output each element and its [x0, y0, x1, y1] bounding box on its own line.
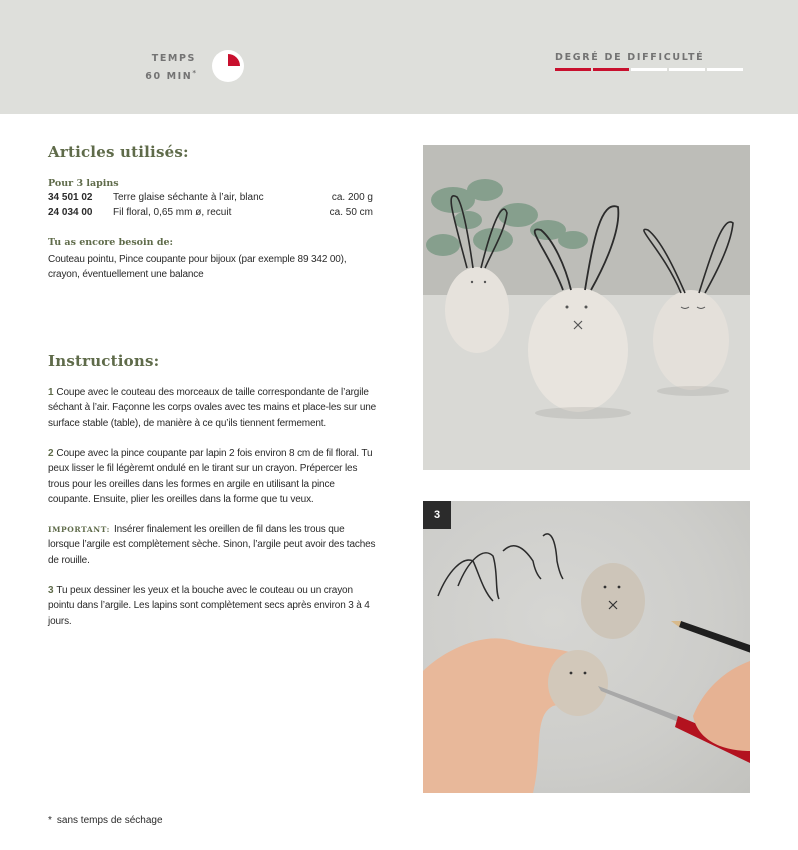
materials-subtitle: Pour 3 lapins [48, 178, 119, 189]
material-description: Fil floral, 0,65 mm ø, recuit [113, 207, 232, 218]
difficulty-bar-filled [593, 68, 629, 71]
important-note [48, 522, 378, 568]
time-label: TEMPS [151, 53, 196, 64]
important-label: IMPORTANT: [48, 525, 111, 534]
time-value: 60 MIN [145, 71, 193, 83]
difficulty-bar-empty [707, 68, 743, 71]
clock-icon [211, 49, 245, 83]
difficulty-bar-empty [631, 68, 667, 71]
step-text: Coupe avec le couteau des morceaux de taille correspondante de l’argile séchant à l’air. Façonne les corps ovales avec tes mains et place-les sur une surface stable (table), de manière à ce qu’ils tiennent fermement. [48, 387, 377, 429]
step-number: 3 [48, 585, 54, 596]
step-badge: 3 [423, 501, 451, 529]
material-quantity: ca. 200 g [331, 192, 373, 203]
instruction-step-3 [48, 583, 378, 629]
step-number: 2 [48, 448, 54, 459]
materials-title: Articles utilisés: [48, 143, 189, 161]
material-row [48, 207, 373, 221]
extra-materials-text: Couteau pointu, Pince coupante pour bijoux (par exemple 89 342 00), crayon, éventuellement une balance [48, 254, 347, 281]
material-row [48, 192, 373, 206]
difficulty-title: DEGRÉ DE DIFFICULTÉ [555, 52, 705, 63]
instruction-step-1 [48, 385, 378, 431]
header-band [0, 0, 798, 114]
step-3-illustration [423, 501, 750, 793]
footnote-text: sans temps de séchage [56, 815, 163, 826]
time-note-marker: * [192, 69, 196, 77]
step-number: 1 [48, 387, 54, 398]
material-quantity: ca. 50 cm [329, 207, 373, 218]
time-indicator [145, 52, 196, 84]
finished-bunnies-illustration [423, 145, 750, 470]
difficulty-bar-filled [555, 68, 591, 71]
important-text: Insérer finalement les oreillen de fil dans les trous que lorsque l’argile est complètement sèche. Sinon, l’argile peut avoir des taches de rouille. [48, 524, 376, 566]
difficulty-bar-empty [669, 68, 705, 71]
material-description: Terre glaise séchante à l’air, blanc [113, 192, 264, 203]
material-code: 34 501 02 [48, 192, 93, 203]
step-text: Tu peux dessiner les yeux et la bouche avec le couteau ou un crayon pointu dans l’argile. Les lapins sont complètement secs après environ 3 à 4 jours. [48, 585, 370, 627]
footnote-marker: * [48, 815, 52, 826]
instructions-title: Instructions: [48, 352, 160, 370]
time-value-line [145, 66, 196, 84]
finished-bunnies-photo [423, 145, 750, 470]
material-code: 24 034 00 [48, 207, 93, 218]
footnote [48, 815, 163, 826]
instruction-step-2 [48, 446, 378, 507]
step-3-photo [423, 501, 750, 793]
difficulty-meter [555, 68, 743, 71]
step-text: Coupe avec la pince coupante par lapin 2 fois environ 8 cm de fil floral. Tu peux lisser le fil légèremt ondulé en le tirant sur un crayon. Prépercer les trous pour les oreilles dans les formes en argile en utilisant la pince coupante. Ensuite, plier les oreilles dans la forme que tu veux. [48, 448, 373, 505]
extra-materials-title: Tu as encore besoin de: [48, 237, 174, 248]
